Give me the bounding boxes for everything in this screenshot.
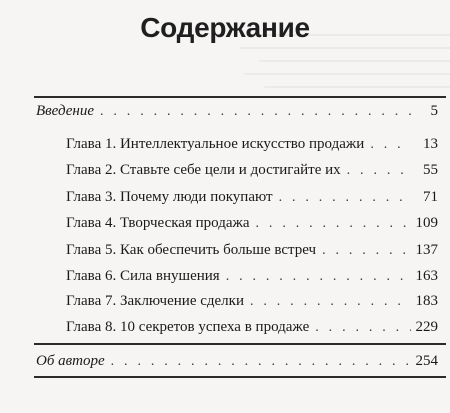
- dot-leader: [256, 213, 411, 235]
- toc-entry-label: Глава 3. Почему люди покупают: [66, 189, 273, 205]
- toc-entry-label: Об авторе: [36, 353, 105, 369]
- toc-entry-introduction[interactable]: [36, 100, 438, 122]
- toc-entry-label: Глава 5. Как обеспечить больше встреч: [66, 242, 317, 258]
- toc-entry-chapter-2[interactable]: [66, 159, 438, 181]
- toc-page-number: 109: [415, 215, 438, 231]
- toc-entry-chapter-1[interactable]: [66, 133, 438, 155]
- toc-entry-label: Глава 8. 10 секретов успеха в продаже: [66, 319, 310, 335]
- toc-entry-chapter-4[interactable]: [66, 212, 438, 234]
- dot-leader: [111, 351, 411, 373]
- bleed-through-mark: [244, 73, 450, 75]
- toc-page-number: 71: [423, 189, 438, 205]
- toc-page-number: 254: [415, 353, 438, 369]
- bleed-through-mark: [239, 47, 450, 49]
- toc-entry-chapter-5[interactable]: [66, 239, 438, 261]
- bleed-through-mark: [264, 86, 450, 88]
- toc-entry-about-author[interactable]: [36, 350, 438, 372]
- toc-entry-label: Глава 1. Интеллектуальное искусство продажи: [66, 136, 365, 152]
- dot-leader: [315, 317, 410, 339]
- bleed-through-mark: [259, 60, 450, 62]
- page-title: Содержание: [140, 12, 310, 43]
- dot-leader: [279, 187, 411, 209]
- toc-page-number: 183: [415, 293, 438, 309]
- toc-page-number: 55: [423, 162, 438, 178]
- toc-entry-chapter-3[interactable]: [66, 186, 438, 208]
- toc-entry-label: Глава 7. Заключение сделки: [66, 293, 244, 309]
- toc-page-number: 229: [415, 319, 438, 335]
- toc-page-number: 5: [430, 103, 438, 119]
- toc-page-number: 13: [423, 136, 438, 152]
- toc-entry-label: Глава 2. Ставьте себе цели и достигайте их: [66, 162, 341, 178]
- divider-bottom: [34, 376, 446, 378]
- toc-entry-label: Глава 4. Творческая продажа: [66, 215, 250, 231]
- divider-top: [34, 96, 446, 98]
- dot-leader: [347, 160, 411, 182]
- toc-entry-chapter-7[interactable]: [66, 290, 438, 312]
- divider-middle: [34, 343, 446, 345]
- dot-leader: [322, 240, 410, 262]
- toc-entry-label: Введение: [36, 103, 94, 119]
- toc-entry-chapter-6[interactable]: [66, 265, 438, 287]
- dot-leader: [226, 266, 411, 288]
- dot-leader: [250, 291, 411, 313]
- dot-leader: [370, 134, 411, 156]
- toc-entry-label: Глава 6. Сила внушения: [66, 268, 220, 284]
- dot-leader: [100, 101, 411, 123]
- toc-page-number: 163: [415, 268, 438, 284]
- toc-entry-chapter-8[interactable]: [66, 316, 438, 338]
- toc-page-number: 137: [415, 242, 438, 258]
